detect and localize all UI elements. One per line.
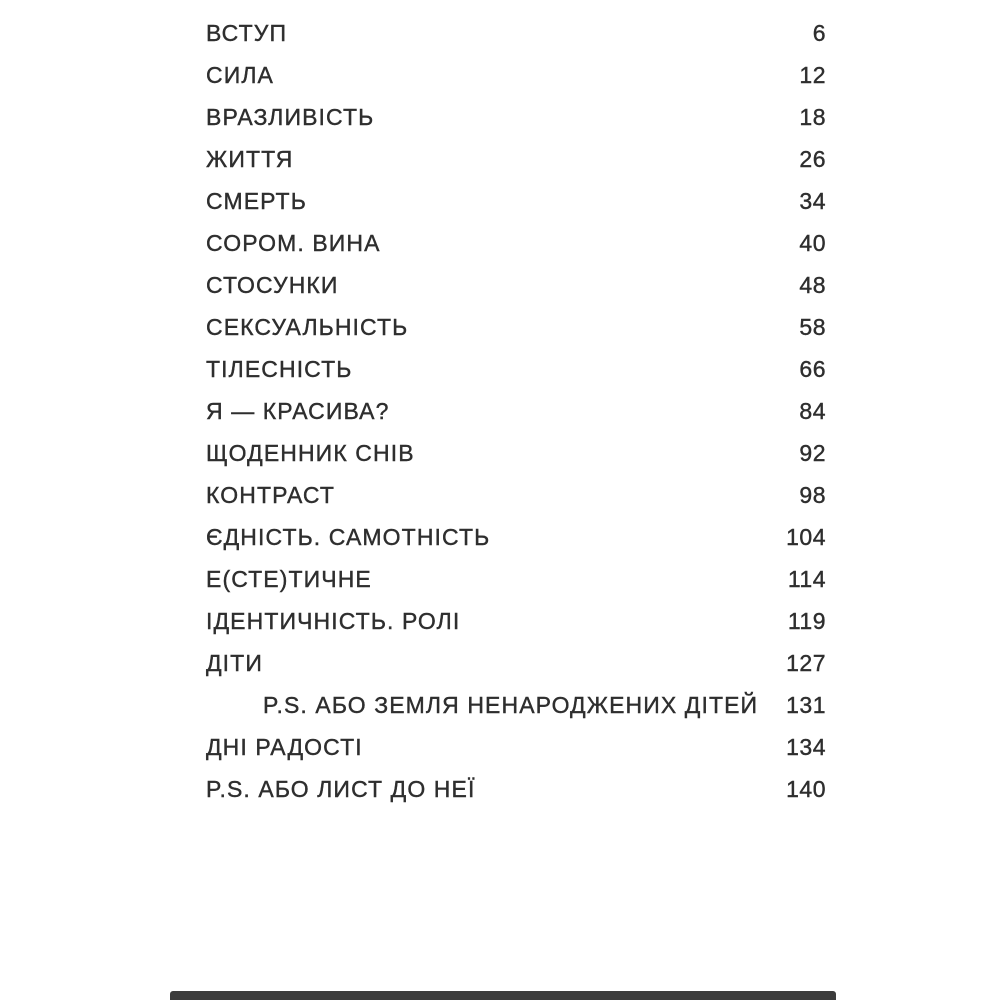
toc-entry-title: ЄДНІСТЬ. САМОТНІСТЬ <box>206 523 491 550</box>
toc-entry-page: 104 <box>786 523 826 550</box>
toc-entry-page: 98 <box>799 481 826 508</box>
toc-entry-title: P.S. АБО ЛИСТ ДО НЕЇ <box>206 775 476 802</box>
toc-entry-title: СТОСУНКИ <box>206 271 339 298</box>
toc-entry-page: 40 <box>799 229 826 256</box>
toc-entry-page: 127 <box>786 649 826 676</box>
toc-row <box>206 558 826 600</box>
toc-row <box>206 306 826 348</box>
toc-entry-title: КОНТРАСТ <box>206 481 336 508</box>
toc-entry-title: ДІТИ <box>206 649 263 676</box>
toc-entry-page: 114 <box>787 565 826 592</box>
toc-entry-title: P.S. АБО ЗЕМЛЯ НЕНАРОДЖЕНИХ ДІТЕЙ <box>263 691 759 718</box>
toc-entry-page: 140 <box>786 775 826 802</box>
toc-entry-page: 119 <box>787 607 826 634</box>
toc-entry-title: Е(СТЕ)ТИЧНЕ <box>206 565 372 592</box>
toc-entry-page: 66 <box>799 355 826 382</box>
toc-row <box>206 642 826 684</box>
toc-entry-page: 131 <box>786 691 826 718</box>
toc-entry-title: Я — КРАСИВА? <box>206 397 390 424</box>
toc-entry-title: ІДЕНТИЧНІСТЬ. РОЛІ <box>206 607 461 634</box>
toc-entry-page: 12 <box>799 61 826 88</box>
toc-row <box>206 264 826 306</box>
toc-entry-page: 84 <box>799 397 826 424</box>
toc-list <box>206 12 826 810</box>
toc-row <box>206 474 826 516</box>
toc-entry-page: 92 <box>799 439 826 466</box>
page-bottom-divider <box>170 991 836 1000</box>
toc-row <box>206 516 826 558</box>
toc-row <box>206 600 826 642</box>
toc-row <box>206 180 826 222</box>
toc-entry-title: ДНІ РАДОСТІ <box>206 733 363 760</box>
toc-row <box>206 390 826 432</box>
toc-entry-page: 26 <box>799 145 826 172</box>
toc-entry-title: ЩОДЕННИК СНІВ <box>206 439 415 466</box>
toc-entry-title: ЖИТТЯ <box>206 145 294 172</box>
toc-entry-title: СИЛА <box>206 61 274 88</box>
toc-row <box>206 222 826 264</box>
toc-row <box>206 684 826 726</box>
toc-row <box>206 348 826 390</box>
toc-entry-title: ТІЛЕСНІСТЬ <box>206 355 353 382</box>
toc-row <box>206 12 826 54</box>
toc-row <box>206 768 826 810</box>
toc-entry-page: 18 <box>799 103 826 130</box>
toc-entry-page: 58 <box>799 313 826 340</box>
toc-row <box>206 432 826 474</box>
toc-entry-title: СОРОМ. ВИНА <box>206 229 381 256</box>
toc-entry-title: СМЕРТЬ <box>206 187 307 214</box>
toc-entry-page: 34 <box>799 187 826 214</box>
toc-row <box>206 138 826 180</box>
toc-row <box>206 54 826 96</box>
toc-entry-page: 6 <box>812 19 826 46</box>
toc-entry-title: СЕКСУАЛЬНІСТЬ <box>206 313 409 340</box>
toc-entry-page: 134 <box>786 733 826 760</box>
toc-entry-title: ВСТУП <box>206 19 288 46</box>
toc-row <box>206 726 826 768</box>
toc-entry-page: 48 <box>799 271 826 298</box>
toc-row <box>206 96 826 138</box>
toc-entry-title: ВРАЗЛИВІСТЬ <box>206 103 375 130</box>
